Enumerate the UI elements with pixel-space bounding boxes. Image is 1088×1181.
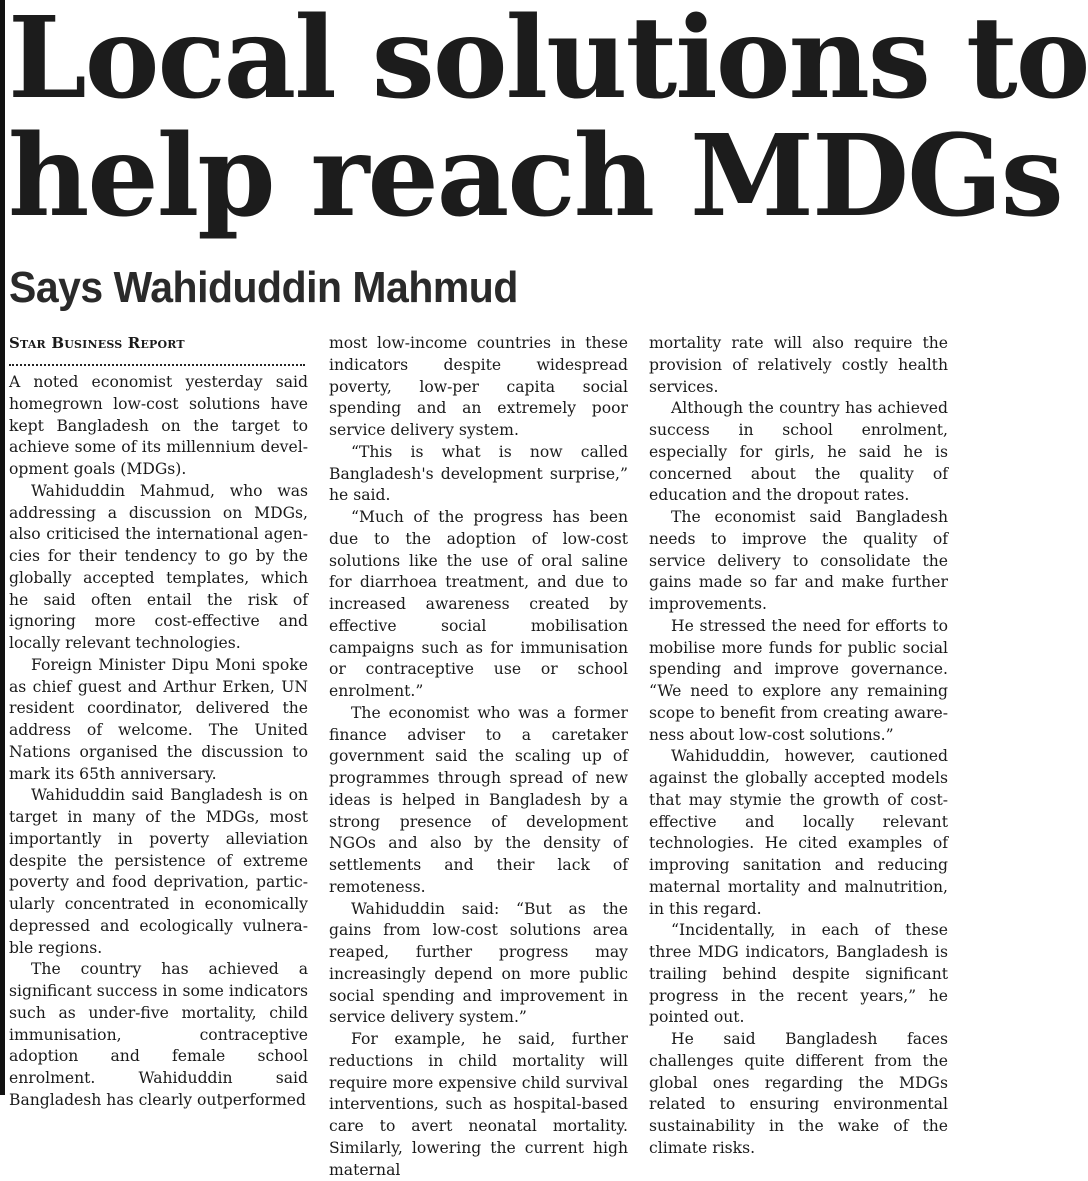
left-edge-rule	[0, 0, 5, 1095]
paragraph: “Incidentally, in each of these three MDG indicators, Bangladesh is trailing behind despite significant progress in the recent years,” he pointed out.	[649, 921, 948, 1027]
paragraph: He stressed the need for efforts to mobilise more funds for public social spending and improve governance. “We need to explore any remaining scope to benefit from creating awareness about low-cost solutions.”	[649, 616, 948, 744]
paragraph: Although the country has achieved success in school enrolment, especially for girls, he said he is concerned about the quality of education and the dropout rates.	[649, 399, 948, 505]
headline-line-1: Local solutions to	[8, 0, 1088, 124]
paragraph: most low-income countries in these indicators despite widespread poverty, low-per capita social spending and an extremely poor service delivery system.	[329, 334, 628, 439]
paragraph: mortality rate will also require the provision of relatively costly health services.	[649, 334, 948, 396]
byline-dotted-divider	[9, 356, 305, 366]
paragraph: A noted economist yesterday said homegrown low-cost solutions have kept Bangladesh on the target to achieve some of its millennium development goals (MDGs).	[9, 373, 308, 478]
paragraph: The country has achieved a significant success in some indicators such as under-five mortality, child immunisation, contraceptive adoption and female school enrolment. Wahiduddin said Bangladesh has clearly outperformed	[9, 960, 308, 1109]
paragraph: Foreign Minister Dipu Moni spoke as chief guest and Arthur Erken, UN resident coordinator, delivered the address of welcome. The United Nations organised the discussion to mark its 65th anniversary.	[9, 655, 308, 783]
paragraph: The economist said Bangladesh needs to improve the quality of service delivery to consolidate the gains made so far and make further improvements.	[649, 508, 948, 613]
headline	[8, 0, 1088, 242]
byline: Star Business Report	[9, 334, 185, 352]
paragraph: He said Bangladesh faces challenges quite different from the global ones regarding the MDGs related to ensuring environmental sustainability in the wake of the climate risks.	[649, 1030, 948, 1157]
paragraph: Wahiduddin, however, cautioned against the globally accepted models that may stymie the growth of cost-effective and locally relevant technologies. He cited examples of improving sanitation and reducing maternal mortality and malnutrition, in this regard.	[649, 747, 948, 918]
article-column-2	[329, 333, 628, 1181]
subheadline: Says Wahiduddin Mahmud	[9, 263, 518, 312]
paragraph: Wahiduddin said Bangladesh is on target in many of the MDGs, most importantly in poverty alleviation despite the persistence of extreme poverty and food deprivation, particularly concentrated in economically depressed and ecologically vulnerable regions.	[9, 786, 308, 957]
headline-line-2: help reach MDGs	[8, 111, 1062, 242]
paragraph: “Much of the progress has been due to the adoption of low-cost solutions like the use of oral saline for diarrhoea treatment, and due to increased awareness created by effective social mobilisation campaigns such as for immunisation or contraceptive use or school enrolment.”	[329, 508, 628, 700]
paragraph: For example, he said, further reductions in child mortality will require more expensive child survival interventions, such as hospital-based care to avert neonatal mortality. Similarly, lowering the current high maternal	[329, 1030, 628, 1179]
paragraph: Wahiduddin Mahmud, who was addressing a discussion on MDGs, also criticised the international agencies for their tendency to go by the globally accepted templates, which he said often entail the risk of ignoring more cost-effective and locally relevant technologies.	[9, 481, 308, 652]
article-column-3	[649, 333, 948, 1160]
paragraph: The economist who was a former finance adviser to a caretaker government said the scaling up of programmes through spread of new ideas is helped in Bangladesh by a strong presence of development NGOs and also by the density of settlements and their lack of remoteness.	[329, 703, 628, 896]
paragraph: Wahiduddin said: “But as the gains from low-cost solutions area reaped, further progress may increasingly depend on more public social spending and improvement in service delivery system.”	[329, 899, 628, 1027]
paragraph: “This is what is now called Bangladesh's development surprise,” he said.	[329, 442, 628, 505]
article-column-1	[9, 333, 308, 1112]
